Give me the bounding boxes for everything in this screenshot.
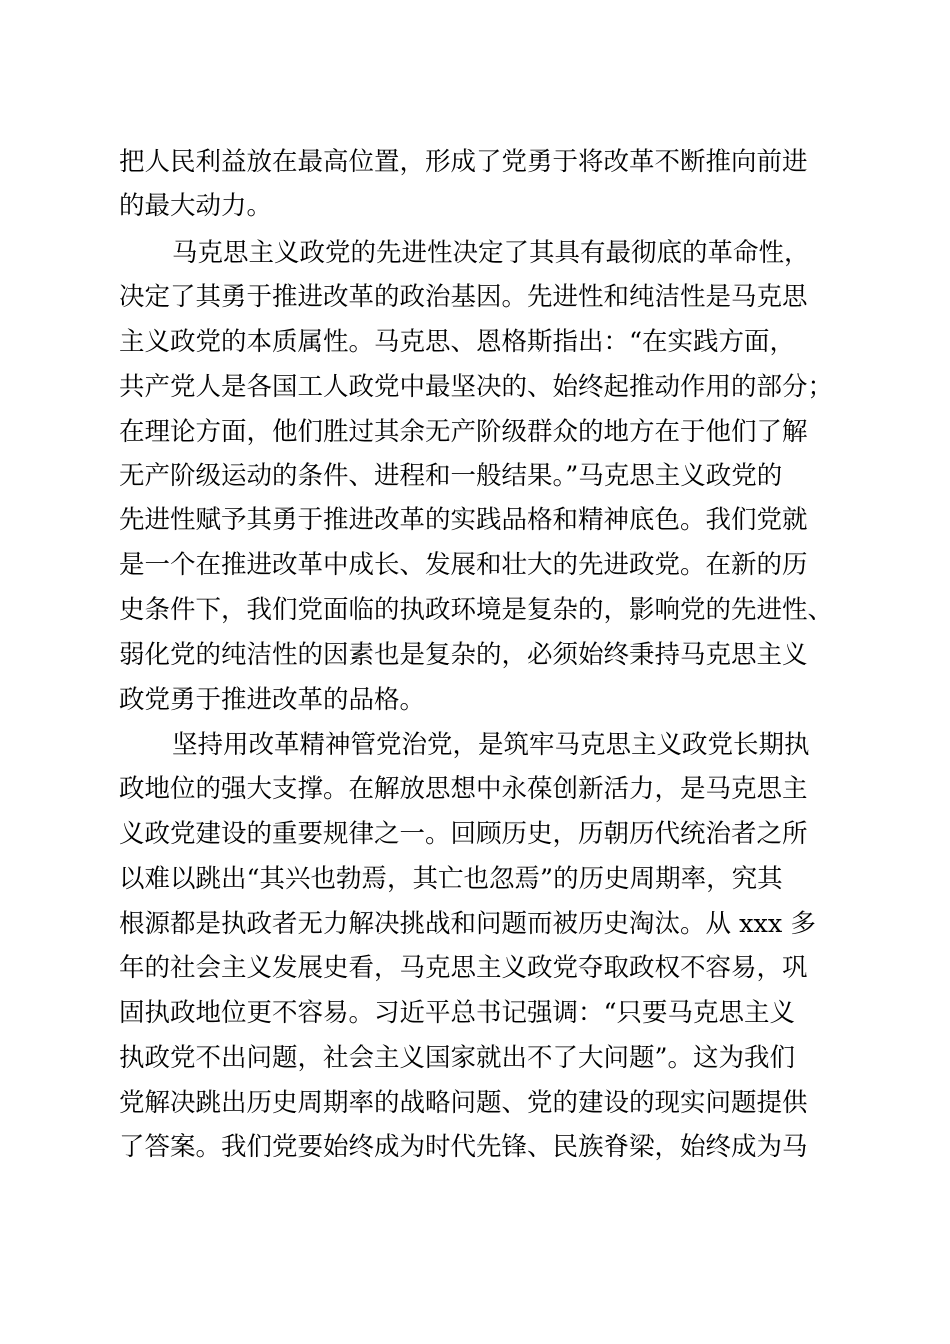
text-line: 党解决跳出历史周期率的战略问题、党的建设的现实问题提供: [119, 1088, 808, 1118]
text-line: 执政党不出问题，社会主义国家就出不了大问题”。这为我们: [119, 1043, 796, 1073]
text-line: 了答案。我们党要始终成为时代先锋、民族脊梁，始终成为马: [119, 1132, 808, 1162]
text-line: 政党勇于推进改革的品格。: [119, 685, 426, 715]
text-line: 年的社会主义发展史看，马克思主义政党夺取政权不容易，巩: [119, 953, 808, 983]
text-line: 把人民利益放在最高位置，形成了党勇于将改革不断推向前进: [119, 147, 808, 177]
text-line: 共产党人是各国工人政党中最坚决的、始终起推动作用的部分；: [119, 372, 834, 402]
text-line: 无产阶级运动的条件、进程和一般结果。”马克思主义政党的: [119, 461, 783, 491]
text-line: 决定了其勇于推进改革的政治基因。先进性和纯洁性是马克思: [119, 282, 808, 312]
text-line: 是一个在推进改革中成长、发展和壮大的先进政党。在新的历: [119, 550, 808, 580]
text-line: 弱化党的纯洁性的因素也是复杂的，必须始终秉持马克思主义: [119, 640, 808, 670]
text-line: 史条件下，我们党面临的执政环境是复杂的，影响党的先进性、: [119, 595, 834, 625]
paragraph-first-line: 马克思主义政党的先进性决定了其具有最彻底的革命性，: [172, 238, 810, 268]
text-line: 以难以跳出“其兴也勃焉，其亡也忽焉”的历史周期率，究其: [119, 864, 783, 894]
paragraph-first-line: 坚持用改革精神管党治党，是筑牢马克思主义政党长期执: [172, 730, 810, 760]
text-line: 根源都是执政者无力解决挑战和问题而被历史淘汰。从 xxx 多: [119, 909, 816, 939]
text-line: 在理论方面，他们胜过其余无产阶级群众的地方在于他们了解: [119, 417, 808, 447]
text-line: 固执政地位更不容易。习近平总书记强调：“只要马克思主义: [119, 998, 796, 1028]
text-line: 的最大动力。: [119, 191, 273, 221]
text-line: 主义政党的本质属性。马克思、恩格斯指出：“在实践方面，: [119, 327, 796, 357]
text-line: 义政党建设的重要规律之一。回顾历史，历朝历代统治者之所: [119, 819, 808, 849]
text-line: 先进性赋予其勇于推进改革的实践品格和精神底色。我们党就: [119, 505, 808, 535]
text-line: 政地位的强大支撑。在解放思想中永葆创新活力，是马克思主: [119, 774, 808, 804]
